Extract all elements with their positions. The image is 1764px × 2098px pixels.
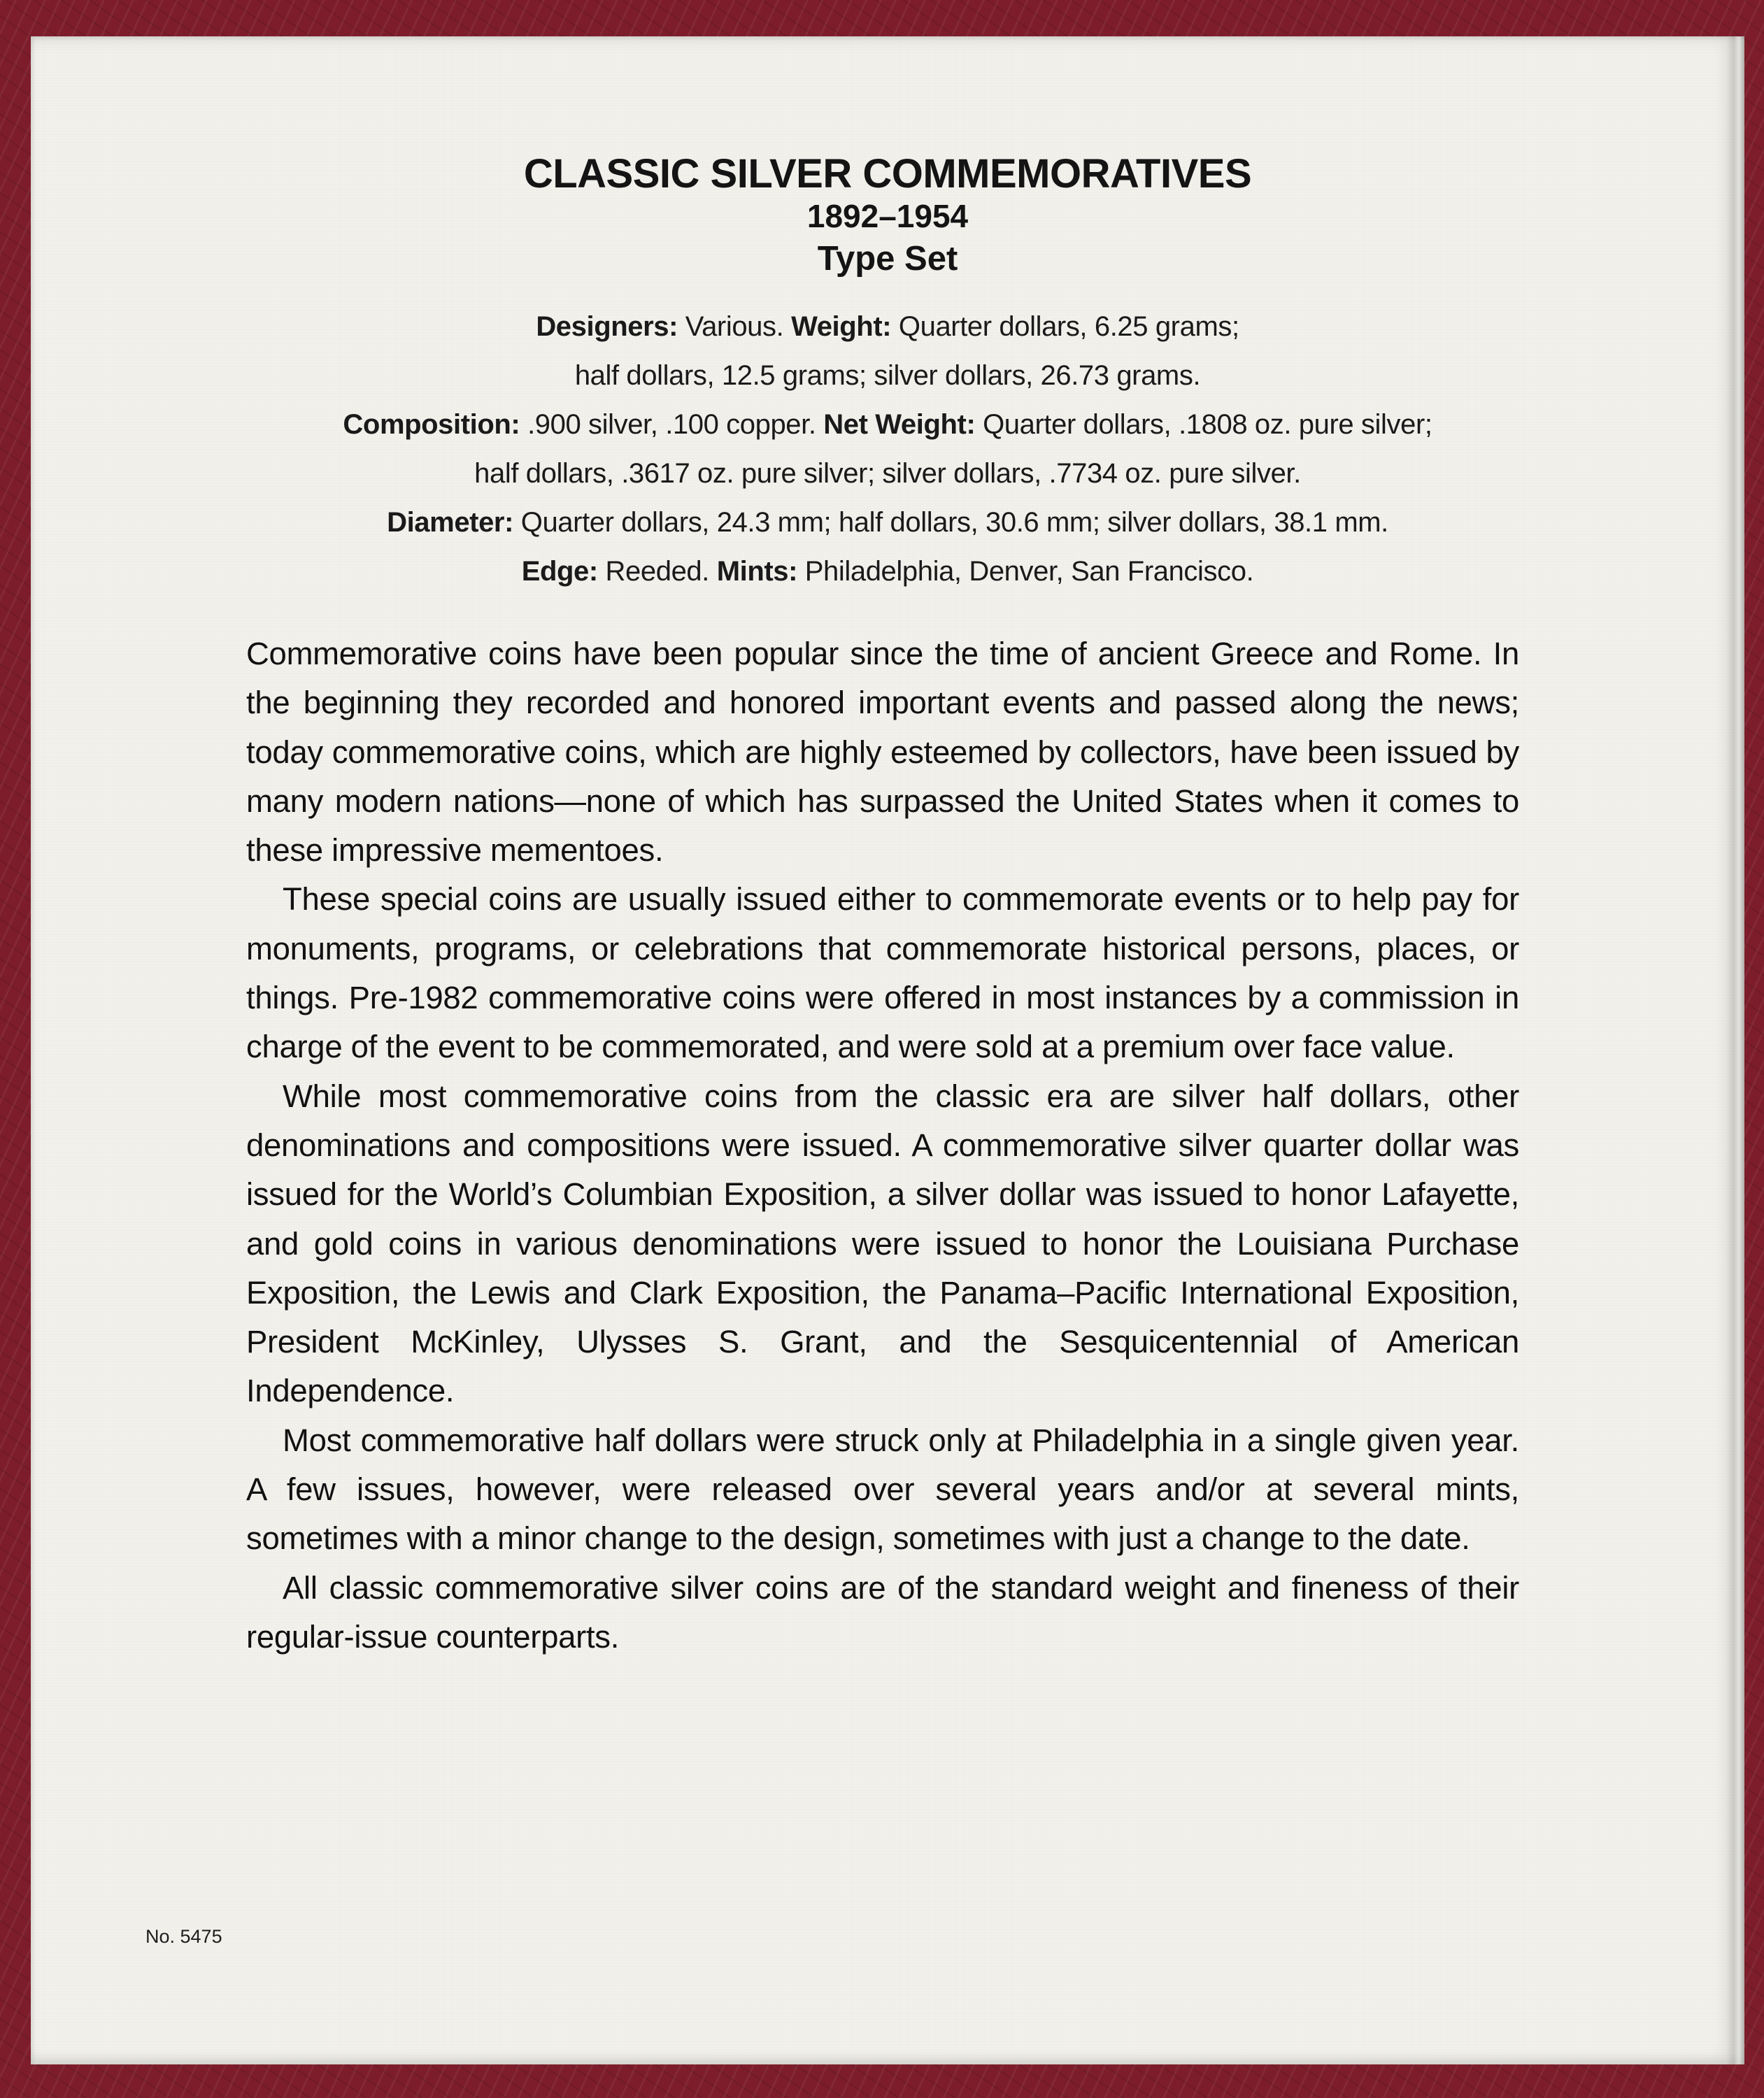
spec-label: Diameter: [387,507,514,538]
catalog-number: No. 5475 [145,1926,222,1947]
page-edge-shadow [1726,36,1744,2064]
spec-value: half dollars, .3617 oz. pure silver; silver dollars, .7734 oz. pure silver. [474,458,1301,489]
album-page [31,36,1744,2064]
paragraph: All classic commemorative silver coins are of the standard weight and fineness of their regular-issue counterparts. [246,1569,1519,1655]
spec-label: Net Weight: [823,409,976,440]
spec-value: Quarter dollars, 24.3 mm; half dollars, 30.6 mm; silver dollars, 38.1 mm. [513,507,1388,538]
spec-value: Reeded. [597,556,717,587]
page-subtitle: Type Set [817,240,958,278]
spec-line-designers-weight [136,302,1639,351]
paragraph: While most commemorative coins from the classic era are silver half dollars, other denominations and compositions were issued. A commemorative silver quarter dollar was issued for the World’s Columbian Exposition, a silver dollar was issued to honor Lafayette, and gold coins in various denominations were issued to honor the Louisiana Purchase Exposition, the Lewis and Clark Exposition, the Panama–Pacific International Exposition, President McKinley, Ulysses S. Grant, and the Sesquicentennial of American Independence. [246,1078,1519,1409]
spec-value: Quarter dollars, .1808 oz. pure silver; [975,409,1432,440]
spec-label: Weight: [791,311,892,342]
spec-value: Philadelphia, Denver, San Francisco. [797,556,1254,587]
specifications-block [136,302,1639,596]
spec-value: .900 silver, .100 copper. [520,409,824,440]
spec-label: Designers: [536,311,678,342]
spec-line-net-weight-cont [136,449,1639,498]
page-title: CLASSIC SILVER COMMEMORATIVES [523,151,1252,197]
spec-value: Various. [678,311,792,342]
spec-value: half dollars, 12.5 grams; silver dollars, 26.73 grams. [574,360,1201,391]
spec-value: Quarter dollars, 6.25 grams; [891,311,1239,342]
spec-label: Edge: [521,556,598,587]
body-text [246,629,1519,1662]
spec-line-edge-mints [136,547,1639,596]
spec-label: Mints: [716,556,798,587]
paragraph: Commemorative coins have been popular since the time of ancient Greece and Rome. In the beginning they recorded and honored important events and passed along the news; today commemorative coins, which are highly esteemed by collectors, have been issued by many modern nations—none of which has surpassed the United States when it comes to these impressive mementoes. [246,636,1519,869]
spec-line-weight-cont [136,351,1639,400]
spec-line-composition [136,400,1639,449]
paragraph: These special coins are usually issued either to commemorate events or to help pay for monuments, programs, or celebrations that commemorate historical persons, places, or things. Pre-1982 commemorative coins were offered in most instances by a commission in charge of the event to be commemorated, and were sold at a premium over face value. [246,881,1519,1065]
spec-label: Composition: [343,409,520,440]
date-range: 1892–1954 [806,198,969,234]
paragraph: Most commemorative half dollars were struck only at Philadelphia in a single given year. A few issues, however, were released over several years and/or at several mints, sometimes with a minor change to the design, sometimes with just a change to the date. [246,1422,1519,1557]
spec-line-diameter [136,498,1639,547]
